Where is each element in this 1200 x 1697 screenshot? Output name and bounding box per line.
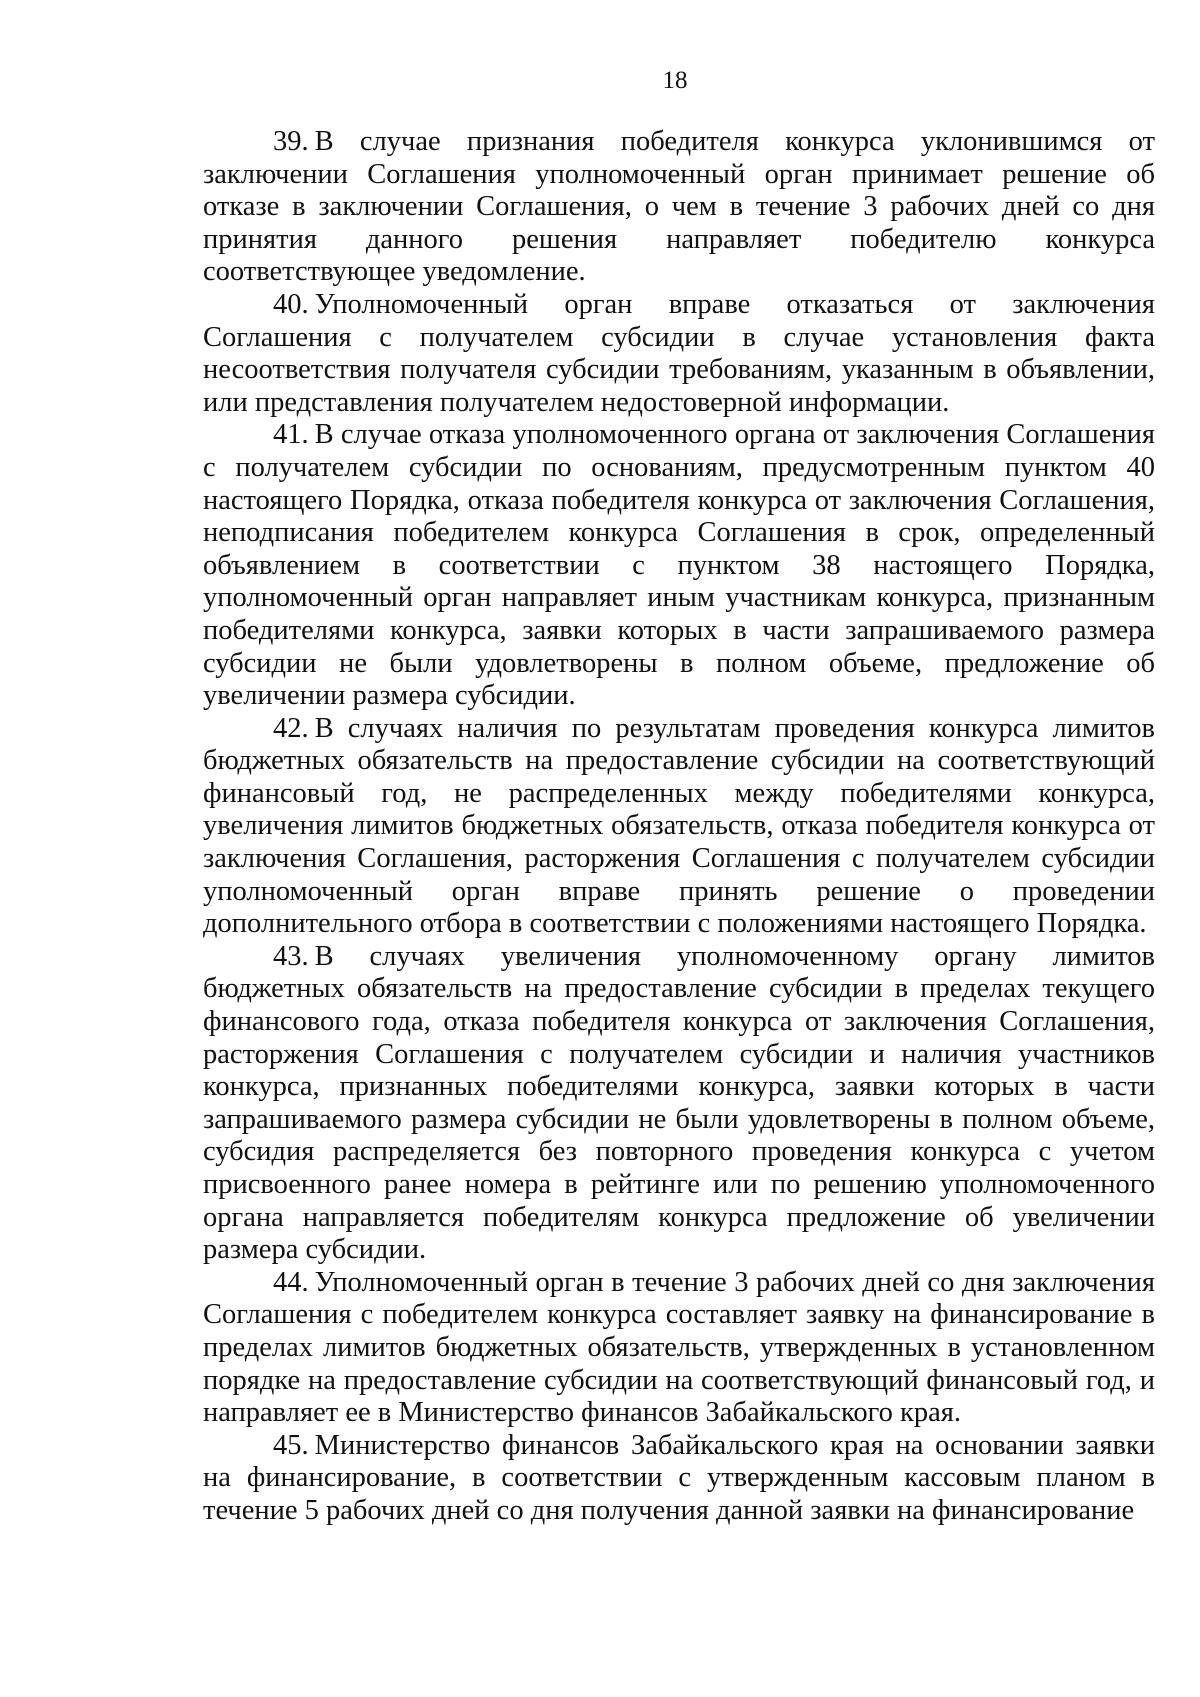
paragraph-40	[203, 289, 1155, 419]
paragraph-45	[203, 1430, 1155, 1528]
paragraph-number: 39.	[273, 126, 309, 157]
paragraph-number: 41.	[273, 419, 309, 451]
paragraph-text: Уполномоченный орган в течение 3 рабочих дней со дня заключения Соглашения с победителем конкурса составляет заявку на финансирование в пределах лимитов бюджетных обязательств, утвержденных в установленном порядке на предоставление субсидии на соответствующий финансовый год, и направляет ее в Министерство финансов Забайкальского края.	[203, 1266, 1155, 1429]
paragraph-41	[203, 419, 1155, 712]
paragraph-number: 40.	[273, 288, 309, 320]
paragraph-number: 43.	[273, 940, 309, 972]
paragraph-number: 45.	[273, 1429, 309, 1461]
paragraph-text: Уполномоченный орган вправе отказаться от заключения Соглашения с получателем субсидии в случае установления факта несоответствия получателя субсидии требованиям, указанным в объявлении, или представления получателем недостоверной информации.	[203, 288, 1155, 418]
paragraph-text: В случаях наличия по результатам проведения конкурса лимитов бюджетных обязательств на предоставление субсидии на соответствующий финансовый год, не распределенных между победителями конкурса, увеличения лимитов бюджетных обязательств, отказа победителя конкурса от заключения Соглашения, расторжения Соглашения с получателем субсидии уполномоченный орган вправе принять решение о проведении дополнительного отбора в соответствии с положениями настоящего Порядка.	[203, 712, 1155, 940]
paragraph-42	[203, 713, 1155, 941]
paragraph-number: 44.	[273, 1266, 309, 1298]
paragraph-text: В случае отказа уполномоченного органа от заключения Соглашения с получателем субсидии по основаниям, предусмотренным пунктом 40 настоящего Порядка, отказа победителя конкурса от заключения Соглашения, неподписания победителем конкурса Соглашения в срок, определенный объявлением в соответствии с пунктом 38 настоящего Порядка, уполномоченный орган направляет иным участникам конкурса, признанным победителями конкурса, заявки которых в части запрашиваемого размера субсидии не были удовлетворены в полном объеме, предложение об увеличении размера субсидии.	[203, 419, 1155, 712]
paragraph-text: В случае признания победителя конкурса уклонившимся от заключении Соглашения уполномоченный орган принимает решение об отказе в заключении Соглашения, о чем в течение 3 рабочих дней со дня принятия данного решения направляет победителю конкурса соответствующее уведомление.	[203, 126, 1155, 288]
paragraph-44	[203, 1267, 1155, 1430]
paragraph-number: 42.	[273, 712, 309, 744]
paragraph-39	[203, 126, 1155, 289]
paragraph-43	[203, 941, 1155, 1267]
page-number: 18	[662, 67, 688, 94]
document-body	[203, 126, 1155, 1528]
paragraph-text: Министерство финансов Забайкальского края на основании заявки на финансирование, в соответствии с утвержденным кассовым планом в течение 5 рабочих дней со дня получения данной заявки на финансирование	[203, 1429, 1155, 1526]
paragraph-text: В случаях увеличения уполномоченному органу лимитов бюджетных обязательств на предоставление субсидии в пределах текущего финансового года, отказа победителя конкурса от заключения Соглашения, расторжения Соглашения с получателем субсидии и наличия участников конкурса, признанных победителями конкурса, заявки которых в части запрашиваемого размера субсидии не были удовлетворены в полном объеме, субсидия распределяется без повторного проведения конкурса с учетом присвоенного ранее номера в рейтинге или по решению уполномоченного органа направляется победителям конкурса предложение об увеличении размера субсидии.	[203, 940, 1155, 1266]
